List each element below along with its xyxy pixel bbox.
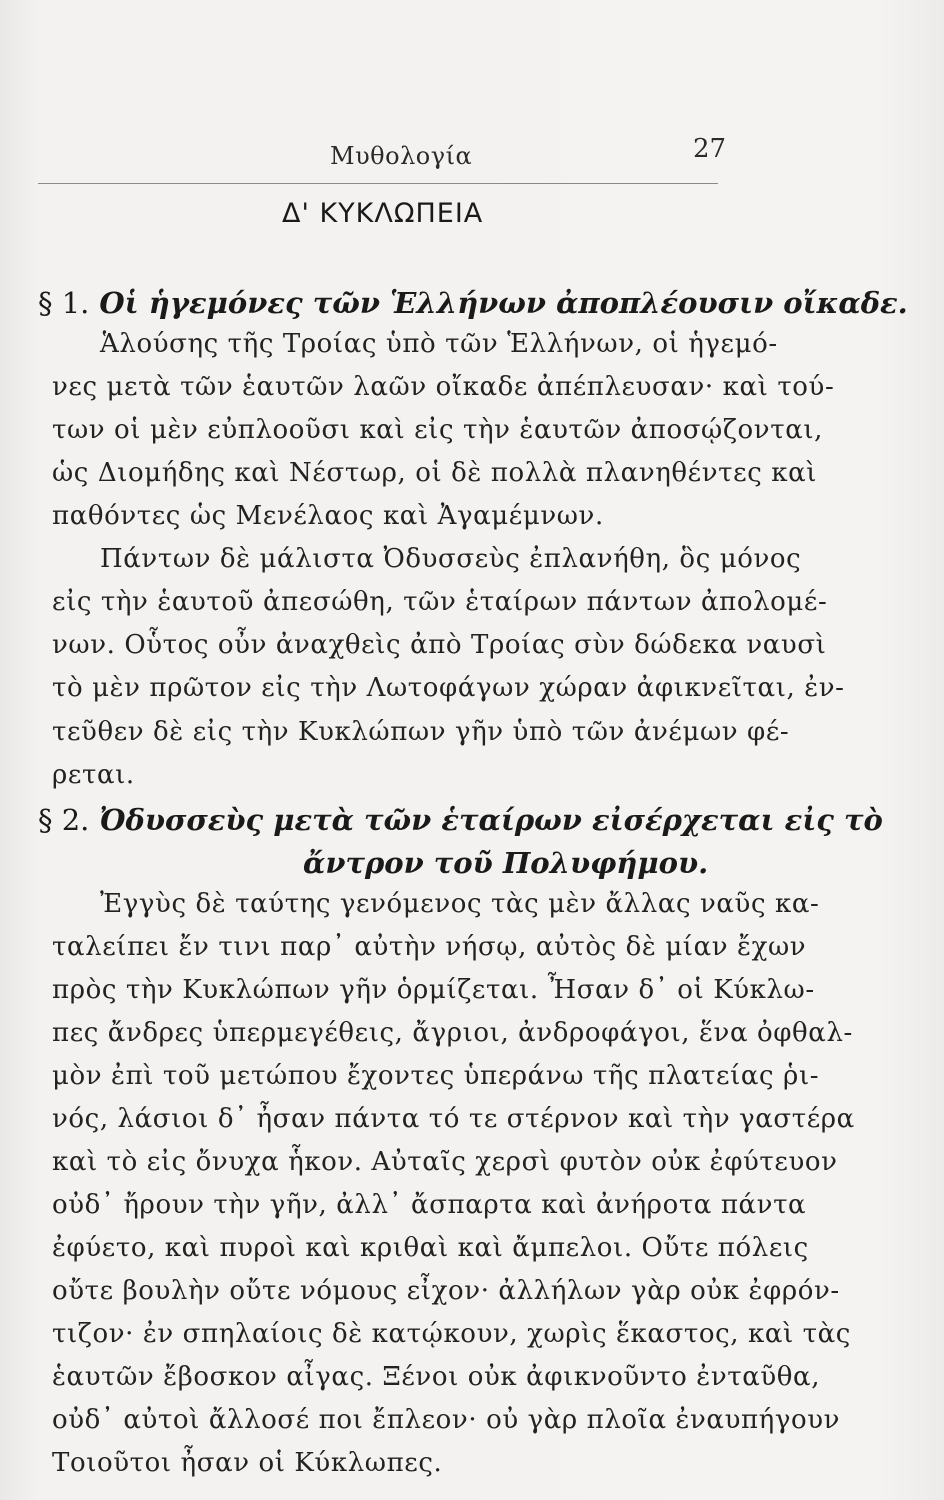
text-line: οὔτε βουλὴν οὔτε νόμους εἶχον· ἀλλήλων γὰρ οὐκ ἐφρόν- <box>52 1276 840 1306</box>
section-1-mark: § 1. <box>38 286 90 320</box>
text-line: παθόντες ὡς Μενέλαος καὶ Ἀγαμέμνων. <box>52 501 604 531</box>
text-line: ταλείπει ἔν τινι παρ᾽ αὐτὴν νήσῳ, αὐτὸς δὲ μίαν ἔχων <box>52 932 807 962</box>
section-2-mark: § 2. <box>38 803 90 837</box>
text-line: ὡς Διομήδης καὶ Νέστωρ, οἱ δὲ πολλὰ πλανηθέντες καὶ <box>52 458 818 488</box>
text-line: τὸ μὲν πρῶτον εἰς τὴν Λωτοφάγων χώραν ἀφικνεῖται, ἐν- <box>52 673 845 703</box>
text-line: νες μετὰ τῶν ἑαυτῶν λαῶν οἴκαδε ἀπέπλευσαν· καὶ τού- <box>52 372 835 402</box>
section-2-title-cont: ἄντρον τοῦ Πολυφήμου. <box>303 846 709 880</box>
text-line: νός, λάσιοι δ᾽ ἦσαν πάντα τό τε στέρνον καὶ τὴν γαστέρα <box>52 1104 855 1134</box>
section-1-heading <box>38 286 908 320</box>
text-line: νων. Οὗτος οὖν ἀναχθεὶς ἀπὸ Τροίας σὺν δώδεκα ναυσὶ <box>52 630 827 660</box>
page-number: 27 <box>693 134 727 164</box>
text-line: Πάντων δὲ μάλιστα Ὀδυσσεὺς ἐπλανήθη, ὃς μόνος <box>100 544 802 574</box>
running-head: Μυθολογία <box>330 142 473 170</box>
text-line: Ἐγγὺς δὲ ταύτης γενόμενος τὰς μὲν ἄλλας ναῦς κα- <box>100 889 820 919</box>
text-line: των οἱ μὲν εὐπλοοῦσι καὶ εἰς τὴν ἑαυτῶν ἀποσῴζονται, <box>52 415 824 445</box>
header-rule <box>38 183 718 184</box>
text-line: ἐφύετο, καὶ πυροὶ καὶ κριθαὶ καὶ ἄμπελοι. Οὔτε πόλεις <box>52 1233 809 1263</box>
text-line: ρεται. <box>52 760 135 790</box>
text-line: οὐδ᾽ ἤρουν τὴν γῆν, ἀλλ᾽ ἄσπαρτα καὶ ἀνήροτα πάντα <box>52 1190 807 1220</box>
chapter-title: Δ' ΚΥΚΛΩΠΕΙΑ <box>282 198 484 229</box>
text-line: Τοιοῦτοι ἦσαν οἱ Κύκλωπες. <box>52 1448 443 1478</box>
text-line: πες ἄνδρες ὑπερμεγέθεις, ἄγριοι, ἀνδροφάγοι, ἕνα ὀφθαλ- <box>52 1018 853 1048</box>
section-2-heading <box>38 803 883 837</box>
text-line: Ἁλούσης τῆς Τροίας ὑπὸ τῶν Ἑλλήνων, οἱ ἡγεμό- <box>100 329 778 359</box>
text-line: οὐδ᾽ αὐτοὶ ἄλλοσέ ποι ἔπλεον· οὐ γὰρ πλοῖα ἐναυπήγουν <box>52 1405 841 1435</box>
text-line: καὶ τὸ εἰς ὄνυχα ἧκον. Αὐταῖς χερσὶ φυτὸν οὐκ ἐφύτευον <box>52 1147 838 1177</box>
text-line: τιζον· ἐν σπηλαίοις δὲ κατῴκουν, χωρὶς ἕκαστος, καὶ τὰς <box>52 1319 851 1349</box>
section-2-title: Ὀδυσσεὺς μετὰ τῶν ἑταίρων εἰσέρχεται εἰς τὸ <box>99 803 883 837</box>
text-line: μὸν ἐπὶ τοῦ μετώπου ἔχοντες ὑπεράνω τῆς πλατείας ῥι- <box>52 1061 820 1091</box>
text-line: ἑαυτῶν ἔβοσκον αἶγας. Ξένοι οὐκ ἀφικνοῦντο ἐνταῦθα, <box>52 1362 821 1392</box>
section-1-title: Οἱ ἡγεμόνες τῶν Ἑλλήνων ἀποπλέουσιν οἴκαδε. <box>99 286 908 320</box>
text-line: εἰς τὴν ἑαυτοῦ ἀπεσώθη, τῶν ἑταίρων πάντων ἀπολομέ- <box>52 587 828 617</box>
text-line: πρὸς τὴν Κυκλώπων γῆν ὁρμίζεται. Ἦσαν δ᾽ οἱ Κύκλω- <box>52 975 815 1005</box>
text-line: τεῦθεν δὲ εἰς τὴν Κυκλώπων γῆν ὑπὸ τῶν ἀνέμων φέ- <box>52 717 790 747</box>
